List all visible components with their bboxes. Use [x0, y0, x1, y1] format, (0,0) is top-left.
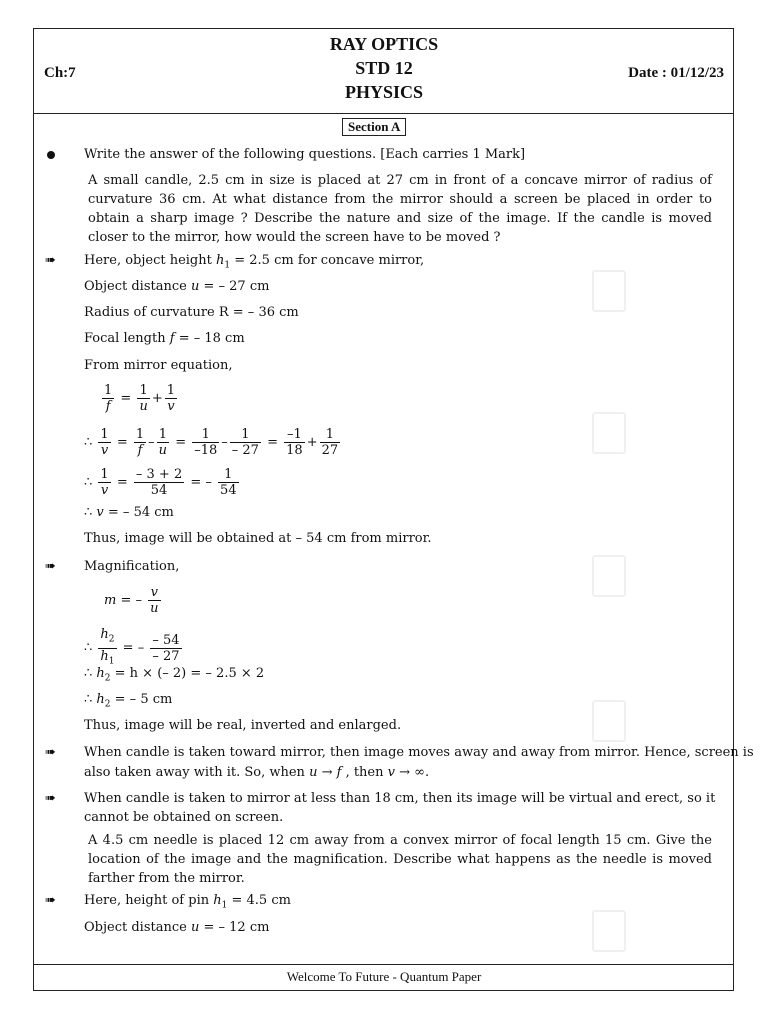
given-object-height: Here, object height $h_1 = 2.5$ cm for concave mirror, [84, 253, 425, 271]
arrow-right-icon: ➠ [45, 791, 56, 806]
watermark-logo [592, 412, 626, 454]
instruction-text: Write the answer of the following questions. [Each carries 1 Mark] [84, 147, 526, 162]
footer-text: Welcome To Future - Quantum Paper [286, 969, 482, 984]
date-label: Date : 01/12/23 [628, 65, 724, 81]
standard-title: STD 12 [355, 58, 413, 78]
watermark-logo [592, 700, 626, 742]
focal-length: Focal length f = – 18 cm [84, 331, 245, 346]
footer-divider [33, 964, 734, 965]
question-2: A 4.5 cm needle is placed 12 cm away from a convex mirror of focal length 15 cm. Give the location of the image and the magnification. Describe what happens as the needle is moved farther from the mirror. [88, 833, 712, 886]
header-divider [33, 113, 734, 114]
watermark-logo [592, 270, 626, 312]
candle-close-line2: cannot be obtained on screen. [84, 810, 284, 825]
pin-height: Here, height of pin $h_1 = 4.5$ cm [84, 893, 291, 911]
watermark-logo [592, 910, 626, 952]
image-height-expression: ∴ $h_2 = h$ × (– 2) = – 2.5 × 2 [84, 666, 265, 684]
arrow-right-icon: ➠ [45, 253, 56, 268]
question-1: A small candle, 2.5 cm in size is placed at 27 cm in front of a concave mirror of radius of curvature 36 cm. At what distance from the mirror should a screen be placed in order to obtain a sharp image ? Describe the nature and size of the image. If the candle is moved closer to the mirror, how would the screen have to be moved ? [88, 173, 712, 245]
image-nature: Thus, image will be real, inverted and enlarged. [84, 718, 402, 733]
image-location: Thus, image will be obtained at – 54 cm from mirror. [84, 531, 432, 546]
image-height-result: ∴ $h_2$ = – 5 cm [84, 692, 173, 710]
candle-close-line1: When candle is taken to mirror at less than 18 cm, then its image will be virtual and erect, so it [84, 791, 716, 806]
image-distance-result: ∴ v = – 54 cm [84, 505, 174, 520]
mirror-equation-label: From mirror equation, [84, 358, 233, 373]
mirror-equation: $\frac{1}{f}$ = $\frac{1}{u}$ + $\frac{1}{v}$ [104, 383, 176, 414]
subject-title: RAY OPTICS [329, 34, 439, 54]
candle-toward-mirror-line1: When candle is taken toward mirror, then image moves away and away from mirror. Hence, screen is [84, 745, 754, 760]
bullet-icon [47, 151, 55, 159]
magnification-formula: m = – $\frac{v}{u}$ [104, 585, 159, 616]
height-ratio: ∴ $\frac{h_2}{h_1}$ = – $\frac{- 54}{- 27}$ [84, 627, 180, 667]
watermark-logo [592, 555, 626, 597]
equation-step-2: ∴ $\frac{1}{v}$ = $\frac{- 3 + 2}{54}$ = – $\frac{1}{54}$ [84, 467, 237, 498]
section-label: Section A [342, 118, 406, 136]
arrow-right-icon: ➠ [45, 745, 56, 760]
paper-title: PHYSICS [344, 82, 424, 102]
object-distance: Object distance u = – 27 cm [84, 279, 270, 294]
radius-of-curvature: Radius of curvature R = – 36 cm [84, 305, 299, 320]
arrow-right-icon: ➠ [45, 893, 56, 908]
arrow-right-icon: ➠ [45, 559, 56, 574]
candle-toward-mirror-line2: also taken away with it. So, when u → f , then v → ∞. [84, 765, 430, 780]
magnification-label: Magnification, [84, 559, 180, 574]
object-distance-2: Object distance u = – 12 cm [84, 920, 270, 935]
equation-step-1: ∴ $\frac{1}{v}$ = $\frac{1}{f}$ – $\frac{1}{u}$ = $\frac{1}{-18}$ – $\frac{1}{- 27}$ = $\frac{-1}{18}$ + $\frac{1}{27}$ [84, 427, 339, 458]
chapter-number: Ch:7 [44, 65, 76, 81]
